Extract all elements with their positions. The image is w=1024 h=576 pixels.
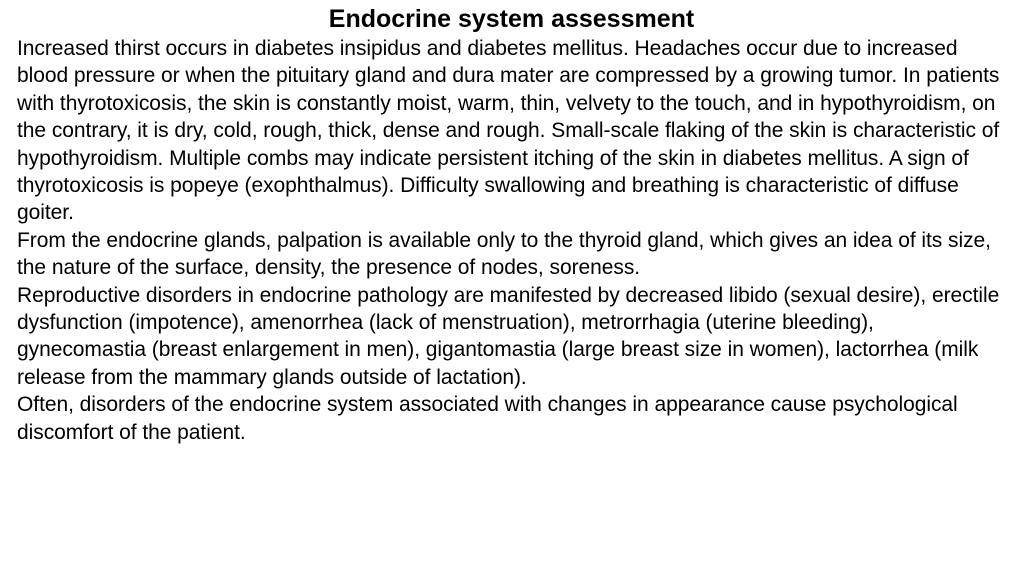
paragraph-reproductive-disorders: Reproductive disorders in endocrine pathology are manifested by decreased libido (sexual desire), erectile dysfunction (impotence), amenorrhea (lack of menstruation), metrorrhagia (uterine bleeding), gynecomastia (breast enlargement in men), gigantomastia (large breast size in women), lactorrhea (milk release from the mammary glands outside of lactation). (17, 283, 1000, 389)
paragraph-palpation: From the endocrine glands, palpation is available only to the thyroid gland, which gives an idea of its size, the nature of the surface, density, the presence of nodes, soreness. (17, 228, 991, 280)
paragraph-symptoms: Increased thirst occurs in diabetes insipidus and diabetes mellitus. Headaches occur due to increased blood pressure or when the pituitary gland and dura mater are compressed by a growing tumor. In patients with thyrotoxicosis, the skin is constantly moist, warm, thin, velvety to the touch, and in hypothyroidism, on the contrary, it is dry, cold, rough, thick, dense and rough. Small-scale flaking of the skin is characteristic of hypothyroidism. Multiple combs may indicate persistent itching of the skin in diabetes mellitus. A sign of thyrotoxicosis is popeye (exophthalmus). Difficulty swallowing and breathing is characteristic of diffuse goiter. (17, 37, 1000, 225)
paragraph-psychological-discomfort: Often, disorders of the endocrine system associated with changes in appearance cause psychological discomfort of the patient. (17, 393, 958, 444)
slide-title: Endocrine system assessment (328, 5, 695, 33)
slide-body (17, 35, 1006, 446)
